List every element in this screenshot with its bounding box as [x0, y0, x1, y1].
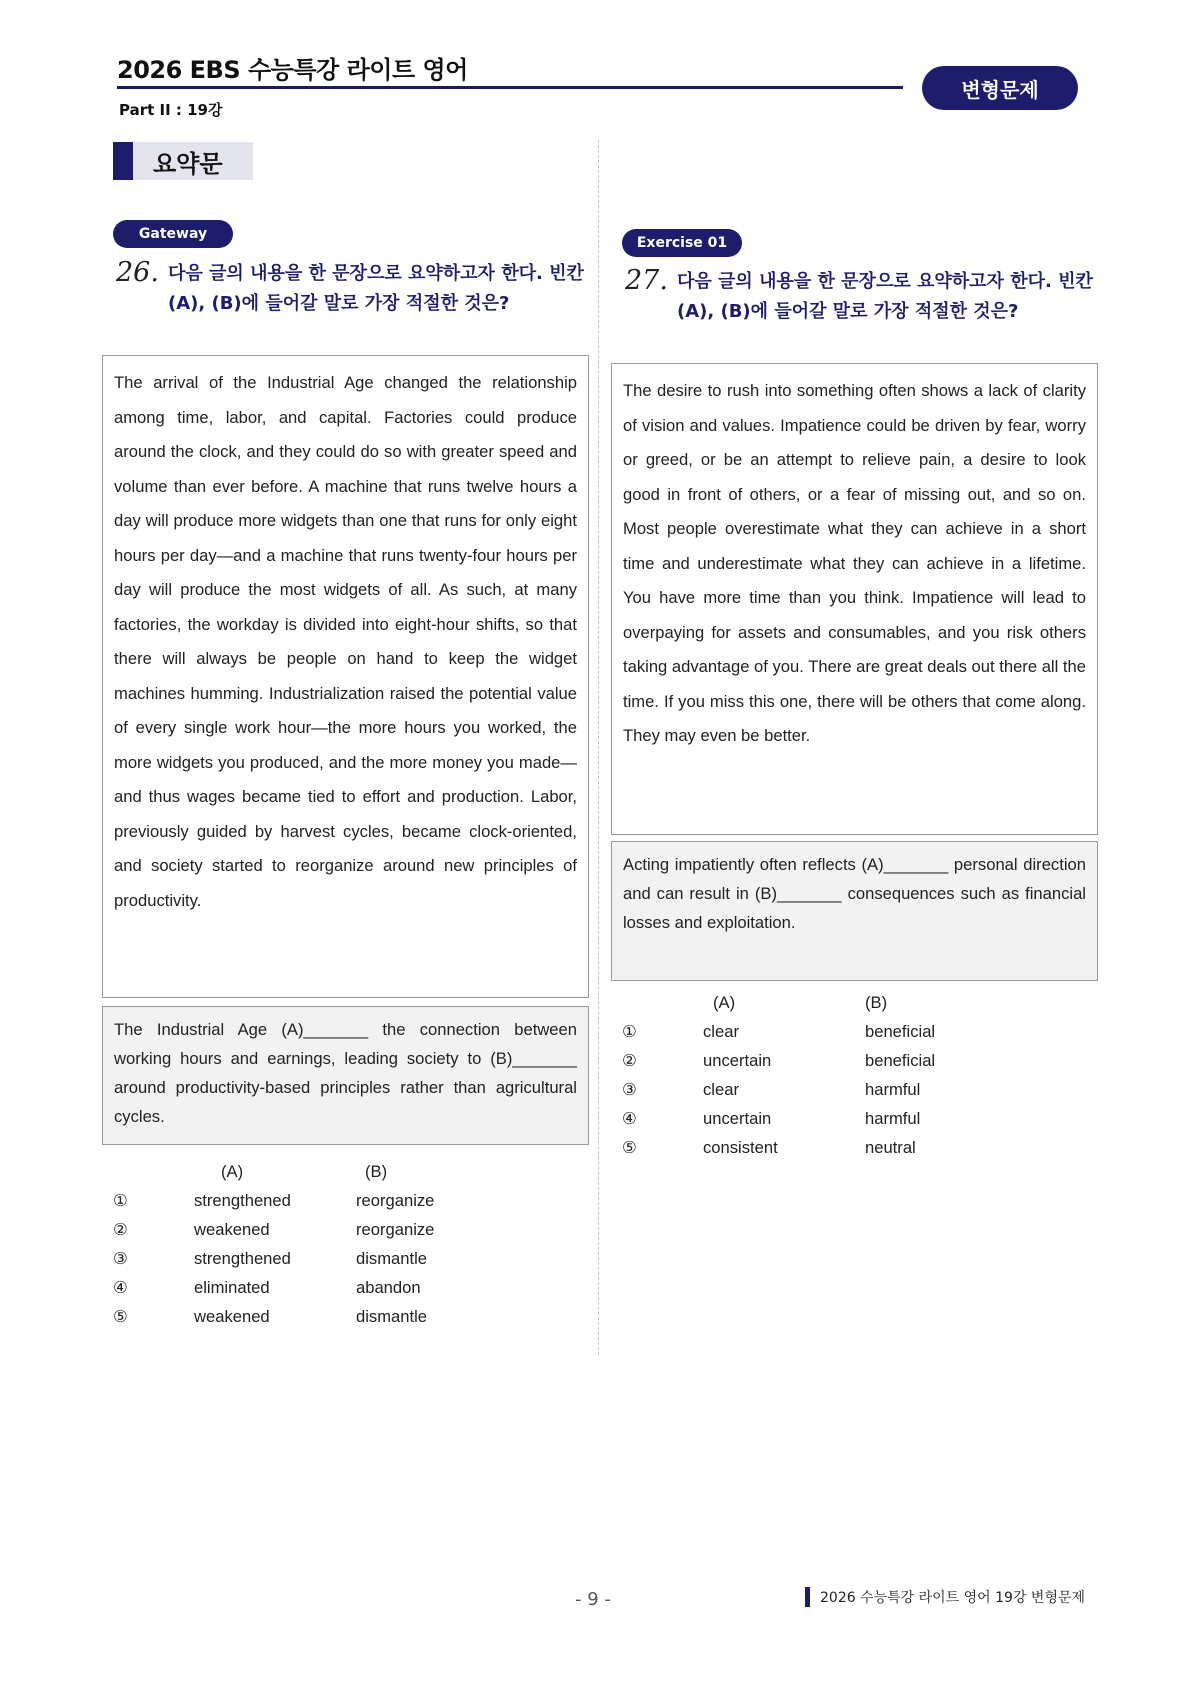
book-title: 2026 EBS 수능특강 라이트 영어	[117, 56, 468, 84]
footer-bar	[805, 1587, 810, 1607]
section-title-bar	[113, 142, 133, 180]
option-number: ②	[113, 1220, 128, 1239]
option-b: beneficial	[865, 1051, 936, 1070]
option-b: beneficial	[865, 1022, 936, 1041]
passage-27: The desire to rush into something often shows a lack of clarity of vision and values. Impatience could be driven by fear, worry or greed, or be an attempt to relieve pain, a desire to look good in front of others, or a fear of missing out, and so on. Most people overestimate what they can achieve in a short time and underestimate what they can achieve in a lifetime. You have more time than you think. Impatience will lead to overpaying for assets and consumables, and you risk others taking advantage of you. There are great deals out there all the time. If you miss this one, there will be others that come along. They may even be better.	[611, 363, 1098, 835]
option-b: dismantle	[356, 1249, 428, 1268]
options-header	[113, 1162, 513, 1191]
question-prompt-26-line1: 다음 글의 내용을 한 문장으로 요약하고자 한다. 빈칸	[168, 263, 584, 284]
column-b-header: (B)	[365, 1162, 388, 1181]
part-label: Part II : 19강	[119, 101, 223, 119]
option-a: strengthened	[194, 1249, 291, 1268]
section-title-text: 요약문	[153, 149, 223, 178]
option-row[interactable]	[113, 1191, 513, 1220]
option-number: ③	[113, 1249, 128, 1268]
option-number: ⑤	[113, 1307, 128, 1326]
options-27	[622, 993, 1042, 1167]
option-b: abandon	[356, 1278, 421, 1297]
exercise-tag: Exercise 01	[622, 229, 742, 257]
column-divider	[598, 140, 599, 1355]
passage-26: The arrival of the Industrial Age changed the relationship among time, labor, and capital. Factories could produce around the clock, and they could do so with greater speed and volume than ever before. A machine that runs twelve hours a day will produce more widgets than one that runs for only eight hours per day—and a machine that runs twenty-four hours per day will produce the most widgets of all. As such, at many factories, the workday is divided into eight-hour shifts, so that there will always be people on hand to keep the widget machines humming. Industrialization raised the potential value of every single work hour—the more hours you worked, the more widgets you produced, and the more money you made—and thus wages became tied to effort and production. Labor, previously guided by harvest cycles, became clock-oriented, and society started to reorganize around new principles of productivity.	[102, 355, 589, 998]
option-b: harmful	[865, 1080, 921, 1099]
option-row[interactable]	[622, 1080, 1042, 1109]
option-row[interactable]	[113, 1220, 513, 1249]
option-a: uncertain	[703, 1051, 772, 1070]
option-row[interactable]	[622, 1109, 1042, 1138]
header-rule	[117, 86, 903, 89]
option-number: ④	[113, 1278, 128, 1297]
option-row[interactable]	[113, 1249, 513, 1278]
question-prompt-27-line2: (A), (B)에 들어갈 말로 가장 적절한 것은?	[677, 301, 1019, 322]
option-b: neutral	[865, 1138, 916, 1157]
footer-title: 2026 수능특강 라이트 영어 19강 변형문제	[820, 1590, 1086, 1606]
summary-26: The Industrial Age (A)_______ the connection between working hours and earnings, leading society to (B)_______ around productivity-based principles rather than agricultural cycles.	[102, 1006, 589, 1145]
options-header	[622, 993, 1042, 1022]
gateway-tag: Gateway	[113, 220, 233, 248]
option-b: dismantle	[356, 1307, 428, 1326]
option-number: ⑤	[622, 1138, 637, 1157]
option-a: eliminated	[194, 1278, 270, 1297]
option-a: clear	[703, 1022, 739, 1041]
option-row[interactable]	[113, 1278, 513, 1307]
option-number: ①	[113, 1191, 128, 1210]
question-prompt-27-line1: 다음 글의 내용을 한 문장으로 요약하고자 한다. 빈칸	[677, 271, 1093, 292]
option-b: reorganize	[356, 1220, 435, 1239]
option-a: strengthened	[194, 1191, 291, 1210]
column-a-header: (A)	[713, 993, 736, 1012]
option-row[interactable]	[622, 1051, 1042, 1080]
option-b: reorganize	[356, 1191, 435, 1210]
option-a: weakened	[194, 1220, 270, 1239]
option-row[interactable]	[622, 1022, 1042, 1051]
option-number: ③	[622, 1080, 637, 1099]
option-a: weakened	[194, 1307, 270, 1326]
question-number-27: 27.	[625, 265, 668, 296]
page-number: - 9 -	[575, 1589, 611, 1610]
question-number-26: 26.	[116, 257, 159, 288]
variant-badge: 변형문제	[922, 66, 1078, 110]
option-a: uncertain	[703, 1109, 772, 1128]
option-b: harmful	[865, 1109, 921, 1128]
summary-27: Acting impatiently often reflects (A)_______ personal direction and can result in (B)_______ consequences such as financial losses and exploitation.	[611, 841, 1098, 981]
option-row[interactable]	[113, 1307, 513, 1336]
section-title	[113, 142, 253, 180]
option-number: ②	[622, 1051, 637, 1070]
options-26	[113, 1162, 513, 1336]
column-a-header: (A)	[221, 1162, 244, 1181]
option-row[interactable]	[622, 1138, 1042, 1167]
option-number: ④	[622, 1109, 637, 1128]
option-a: clear	[703, 1080, 739, 1099]
footer	[805, 1587, 1085, 1607]
option-a: consistent	[703, 1138, 778, 1157]
question-prompt-26-line2: (A), (B)에 들어갈 말로 가장 적절한 것은?	[168, 293, 510, 314]
option-number: ①	[622, 1022, 637, 1041]
column-b-header: (B)	[865, 993, 888, 1012]
